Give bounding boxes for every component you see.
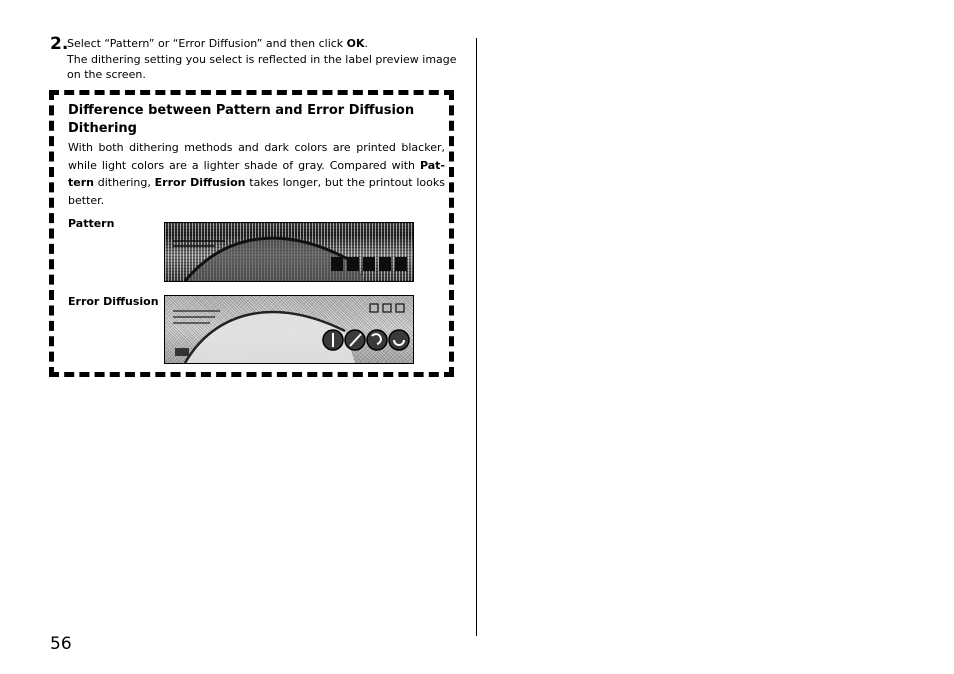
note-title: Difference between Pattern and Error Diffusion Dithering	[68, 103, 415, 136]
term-error-diffusion: Error Diffusion	[154, 176, 246, 189]
step-number: 2.	[50, 34, 69, 54]
column-divider	[476, 38, 477, 636]
error-diffusion-sample-graphic	[165, 296, 413, 363]
step-text-before: Select “Pattern” or “Error Diffusion” and then click	[67, 37, 347, 50]
note-box	[49, 90, 454, 377]
step-instruction	[67, 37, 368, 50]
error-diffusion-dither-sample-image	[164, 295, 414, 364]
pattern-dither-sample-image	[164, 222, 414, 282]
pattern-sample-graphic	[165, 223, 413, 281]
step-description: The dithering setting you select is reflected in the label preview image on the screen.	[67, 53, 457, 81]
term-pattern: Pat-tern	[68, 158, 445, 189]
step-text-after: .	[364, 37, 369, 50]
note-body-part2: dithering,	[93, 176, 155, 189]
error-diffusion-label: Error Diffusion	[68, 295, 159, 308]
note-body	[68, 139, 445, 209]
note-body-part1: With both dithering methods and dark colors are printed blacker, while light colors are a lighter shade of gray. Compared with	[68, 141, 445, 172]
ok-button-reference: OK	[346, 37, 365, 50]
pattern-label: Pattern	[68, 217, 115, 230]
note-body-part3: takes longer, but the printout looks better.	[68, 176, 445, 207]
page-number: 56	[50, 634, 72, 654]
